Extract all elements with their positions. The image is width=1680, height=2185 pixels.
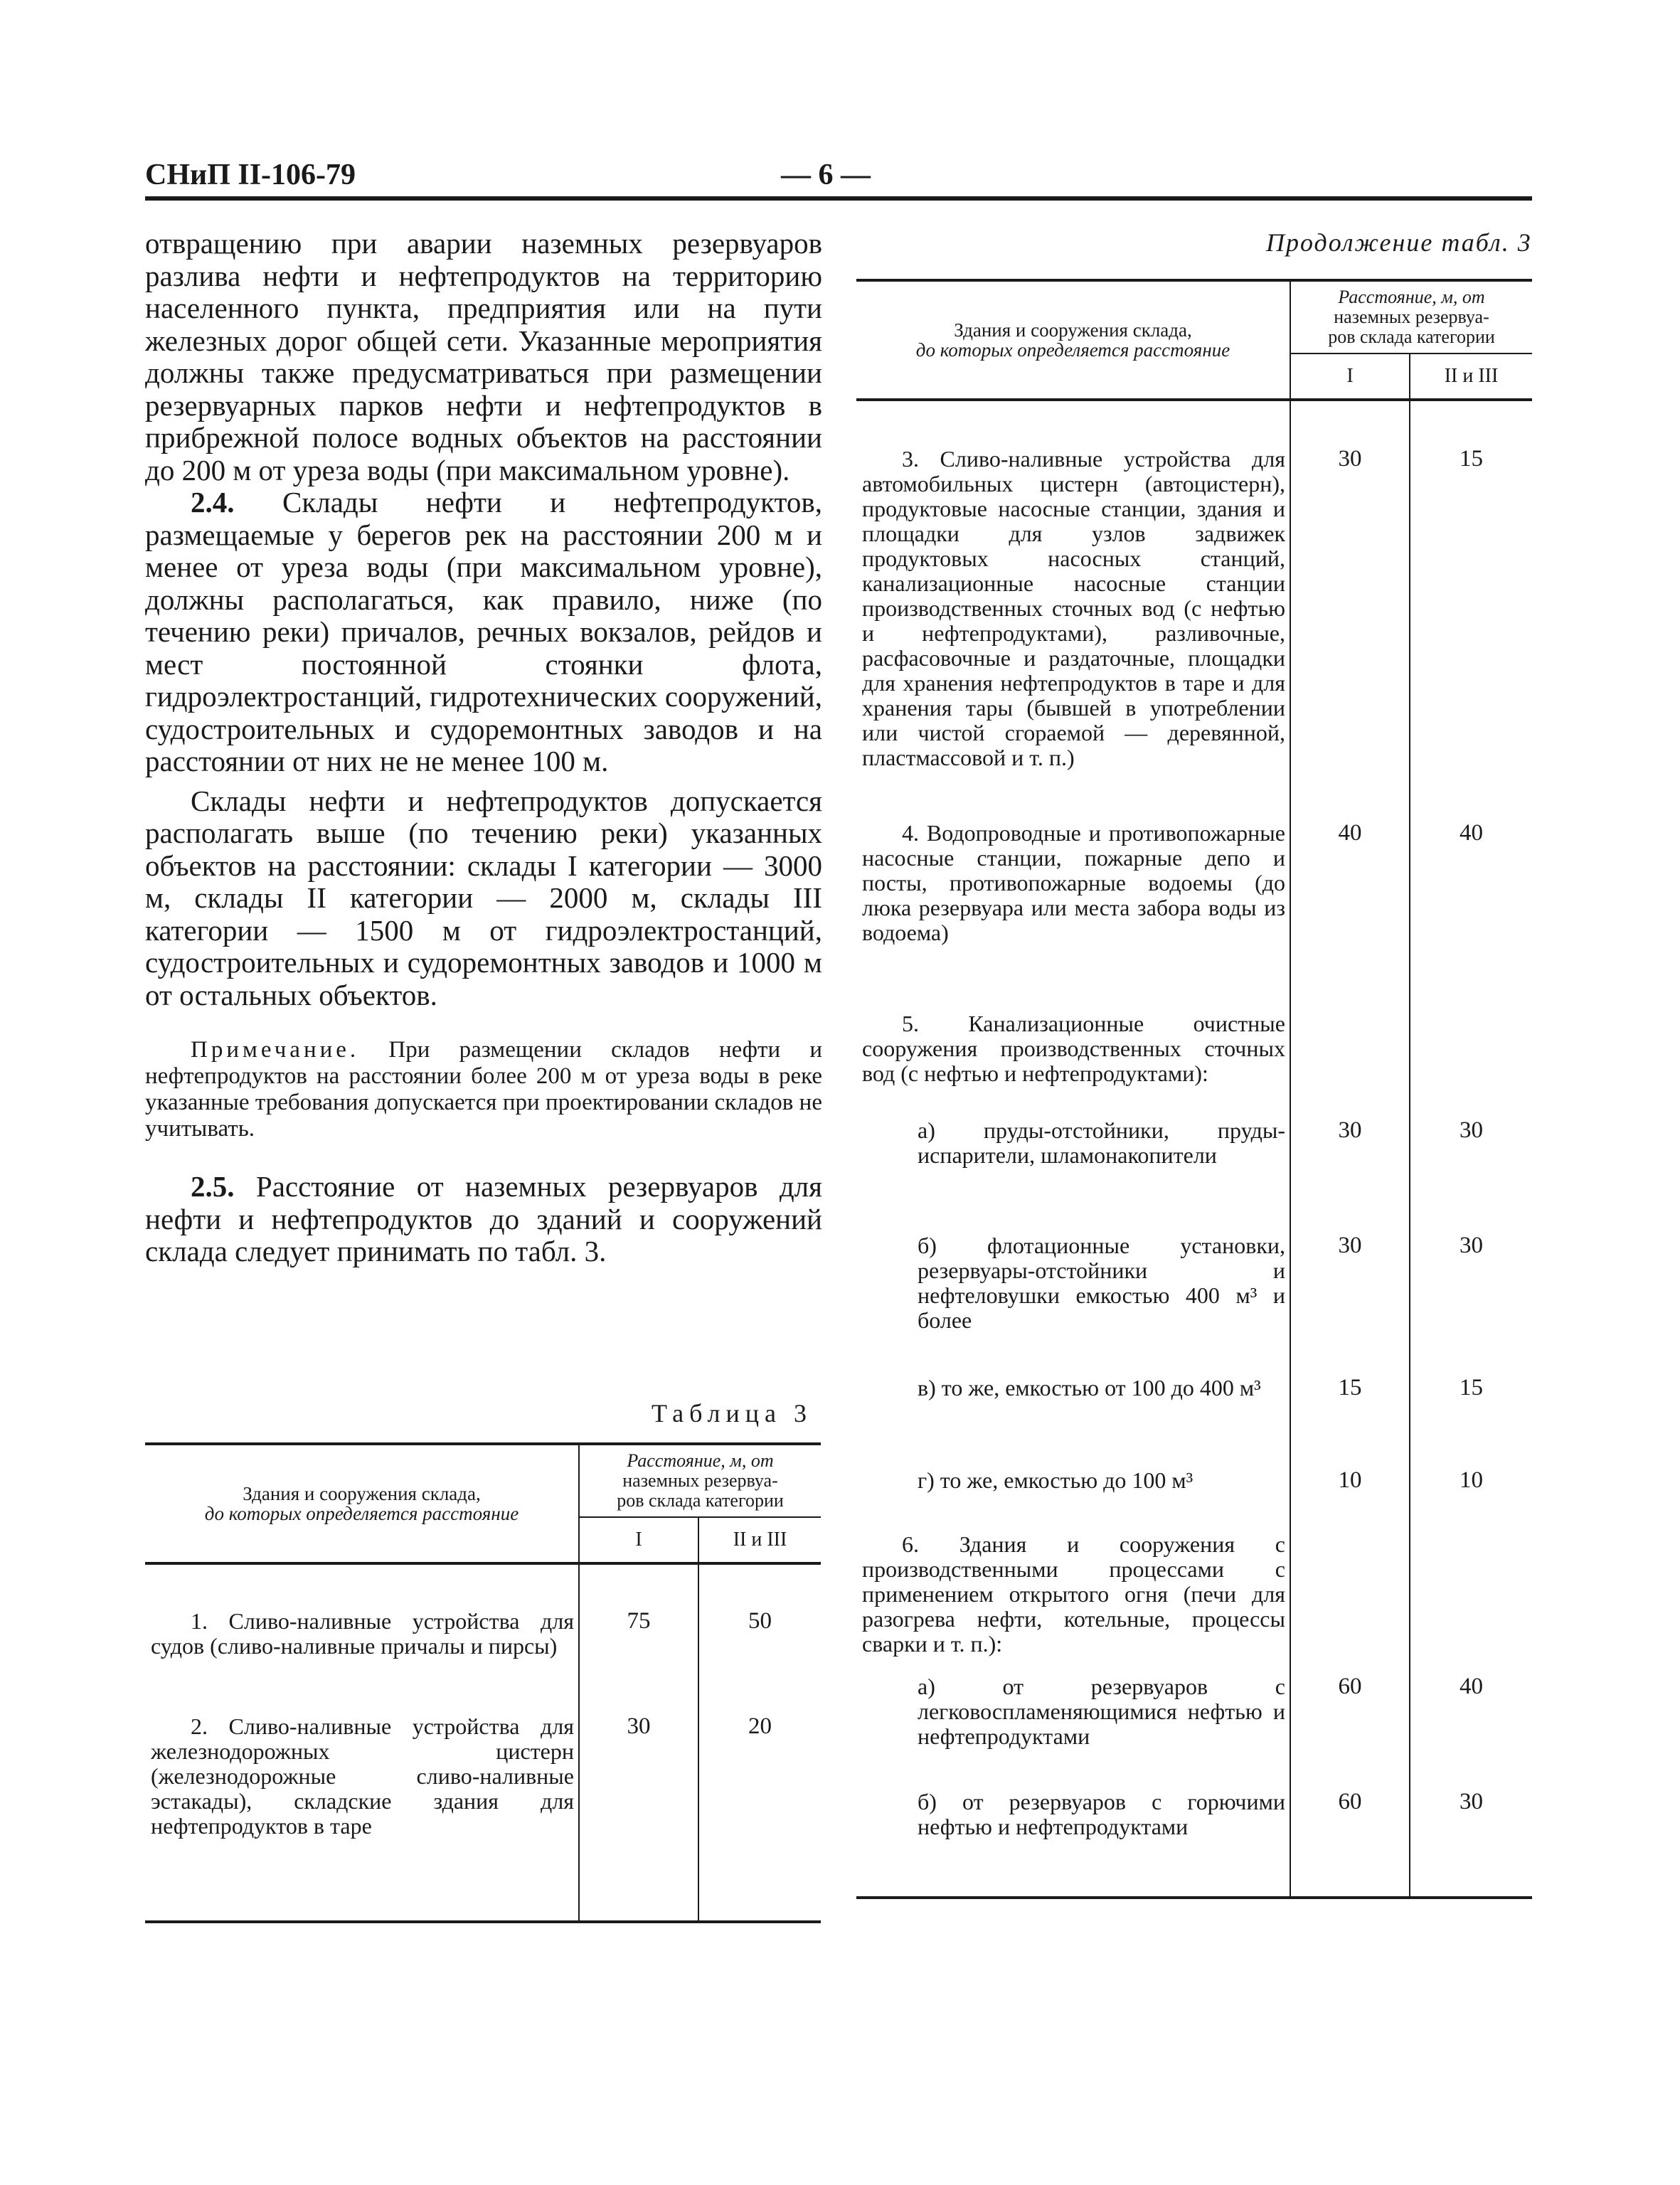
header-objects-line-1: Здания и сооружения склада, <box>954 319 1192 341</box>
row-value-cat-1 <box>1290 1011 1410 1118</box>
row-value-cat-2-3: 30 <box>1410 1118 1532 1233</box>
section-number: 2.5. <box>191 1170 235 1203</box>
table-row <box>856 1790 1532 1898</box>
table-3-continuation <box>856 279 1532 1899</box>
row-value-cat-2-3: 30 <box>1410 1790 1532 1898</box>
header-rule <box>145 196 1532 201</box>
row-value-cat-2-3: 15 <box>1410 400 1532 821</box>
table-caption: Таблица 3 <box>652 1399 812 1428</box>
row-value-cat-2-3: 15 <box>1410 1376 1532 1468</box>
header-objects <box>856 280 1290 400</box>
row-name: а) от резервуаров с легковоспламеняющимися нефтью и нефтепродуктами <box>856 1674 1290 1790</box>
paragraph-upstream: Склады нефти и нефтепродуктов допускается располагать выше (по течению реки) указанных объектов на расстоянии: склады I категории — 3000 м, склады II категории — 2000 м, склады III категории — 1500 м от гидроэлектростанций, судостроительных и судоремонтных заводов и 1000 м от остальных объектов. <box>145 784 822 1011</box>
table-row <box>856 1118 1532 1233</box>
row-value-cat-1: 10 <box>1290 1468 1410 1532</box>
table-row <box>856 1011 1532 1118</box>
row-value-cat-2-3: 50 <box>698 1563 821 1714</box>
table-row <box>856 1674 1532 1790</box>
row-value-cat-1: 30 <box>1290 400 1410 821</box>
page-number: — 6 — <box>781 159 871 191</box>
paragraph-continuation: отвращению при аварии наземных резервуаров разлива нефти и нефтепродуктов на территорию населенного пункта, предприятия или на пути железных дорог общей сети. Указанные мероприятия должны также предусматриваться при размещении резервуарных парков нефти и нефтепродуктов в прибрежной полосе водных объектов на расстоянии до 200 м от уреза воды (при максимальном уровне). <box>145 227 822 487</box>
table-row <box>856 400 1532 821</box>
note <box>145 1037 822 1142</box>
header-category-2-3: II и III <box>1410 353 1532 400</box>
table-row <box>856 1376 1532 1468</box>
continuation-caption: Продолжение табл. 3 <box>1266 228 1532 257</box>
header-distance-line-1: Расстояние, м, от <box>627 1450 774 1471</box>
table-row <box>145 1563 821 1714</box>
header-category-1: I <box>579 1517 698 1563</box>
header-distance <box>579 1444 821 1517</box>
row-name: 1. Сливо-наливные устройства для судов (сливо-наливные причалы и пирсы) <box>145 1563 579 1714</box>
row-value-cat-2-3: 30 <box>1410 1233 1532 1376</box>
row-value-cat-2-3 <box>1410 1532 1532 1674</box>
table-row <box>856 1532 1532 1674</box>
row-value-cat-2-3: 40 <box>1410 821 1532 1011</box>
row-name: б) флотационные установки, резервуары-отстойники и нефтеловушки емкостью 400 м³ и более <box>856 1233 1290 1376</box>
header-objects <box>145 1444 579 1563</box>
row-value-cat-2-3: 40 <box>1410 1674 1532 1790</box>
header-objects-line-2: до которых определяется расстояние <box>915 339 1230 361</box>
row-name: 3. Сливо-наливные устройства для автомобильных цистерн (автоцистерн), продуктовые насосные станции, здания и площадки для узлов задвижек продуктовых насосных станций, канализационные насосные станции производственных сточных вод (с нефтью и нефтепродуктами), разливочные, расфасовочные и раздаточные, площадки для хранения нефтепродуктов в таре и для хранения тары (бывшей в употреблении или чистой сгораемой — деревянной, пластмассовой и т. п.) <box>856 400 1290 821</box>
row-value-cat-1 <box>1290 1532 1410 1674</box>
document-code: СНиП II-106-79 <box>145 159 356 191</box>
row-name: 2. Сливо-наливные устройства для железнодорожных цистерн (железнодорожные сливо-наливные эстакады), складские здания для нефтепродуктов в таре <box>145 1714 579 1922</box>
table-row <box>856 1233 1532 1376</box>
header-objects-line-2: до которых определяется расстояние <box>204 1503 519 1524</box>
header-distance-line-3: ров склада категории <box>1328 326 1495 347</box>
row-value-cat-1: 15 <box>1290 1376 1410 1468</box>
row-name: 6. Здания и сооружения с производственными процессами с применением открытого огня (печи для разогрева нефти, котельные, процессы сварки и т. п.): <box>856 1532 1290 1674</box>
row-name: 5. Канализационные очистные сооружения производственных сточных вод (с нефтью и нефтепродуктами): <box>856 1011 1290 1118</box>
table-row <box>856 1468 1532 1532</box>
left-column <box>145 228 822 1268</box>
header-distance-line-2: наземных резервуа- <box>622 1470 778 1491</box>
paragraph-text: Расстояние от наземных резервуаров для нефти и нефтепродуктов до зданий и сооружений склада следует принимать по табл. 3. <box>145 1170 822 1267</box>
header-category-2-3: II и III <box>698 1517 821 1563</box>
paragraph-text: Склады нефти и нефтепродуктов, размещаемые у берегов рек на расстоянии 200 м и менее от уреза воды (при максимальном уровне), должны располагаться, как правило, ниже (по течению реки) причалов, речных вокзалов, рейдов и мест постоянной стоянки флота, гидроэлектростанций, гидротехнических сооружений, судостроительных и судоремонтных заводов и на расстоянии от них не не менее 100 м. <box>145 486 822 777</box>
row-name: б) от резервуаров с горючими нефтью и нефтепродуктами <box>856 1790 1290 1898</box>
row-value-cat-2-3 <box>1410 1011 1532 1118</box>
header-distance-line-1: Расстояние, м, от <box>1338 287 1485 307</box>
row-value-cat-1: 30 <box>1290 1233 1410 1376</box>
paragraph-section-2-5 <box>145 1171 822 1268</box>
row-name: г) то же, емкостью до 100 м³ <box>856 1468 1290 1532</box>
header-distance <box>1290 280 1532 353</box>
section-number: 2.4. <box>191 486 235 519</box>
table-3-part-1 <box>145 1442 821 1923</box>
row-value-cat-2-3: 10 <box>1410 1468 1532 1532</box>
header-objects-line-1: Здания и сооружения склада, <box>243 1483 481 1504</box>
row-value-cat-2-3: 20 <box>698 1714 821 1922</box>
header-distance-line-3: ров склада категории <box>617 1490 784 1511</box>
row-value-cat-1: 60 <box>1290 1790 1410 1898</box>
note-label: Примечание. <box>191 1037 360 1063</box>
row-value-cat-1: 75 <box>579 1563 698 1714</box>
row-value-cat-1: 30 <box>579 1714 698 1922</box>
note-text: При размещении складов нефти и нефтепродуктов на расстоянии более 200 м от уреза воды в реке указанные требования допускается при проектировании складов не учитывать. <box>145 1037 823 1142</box>
row-value-cat-1: 40 <box>1290 821 1410 1011</box>
table-row <box>145 1714 821 1922</box>
header-category-1: I <box>1290 353 1410 400</box>
row-value-cat-1: 60 <box>1290 1674 1410 1790</box>
row-name: в) то же, емкостью от 100 до 400 м³ <box>856 1376 1290 1468</box>
paragraph-section-2-4 <box>145 487 822 778</box>
row-name: 4. Водопроводные и противопожарные насосные станции, пожарные депо и посты, противопожарные водоемы (до люка резервуара или места забора воды из водоема) <box>856 821 1290 1011</box>
row-value-cat-1: 30 <box>1290 1118 1410 1233</box>
row-name: а) пруды-отстойники, пруды-испарители, шламонакопители <box>856 1118 1290 1233</box>
header-distance-line-2: наземных резервуа- <box>1334 307 1489 327</box>
table-row <box>856 821 1532 1011</box>
